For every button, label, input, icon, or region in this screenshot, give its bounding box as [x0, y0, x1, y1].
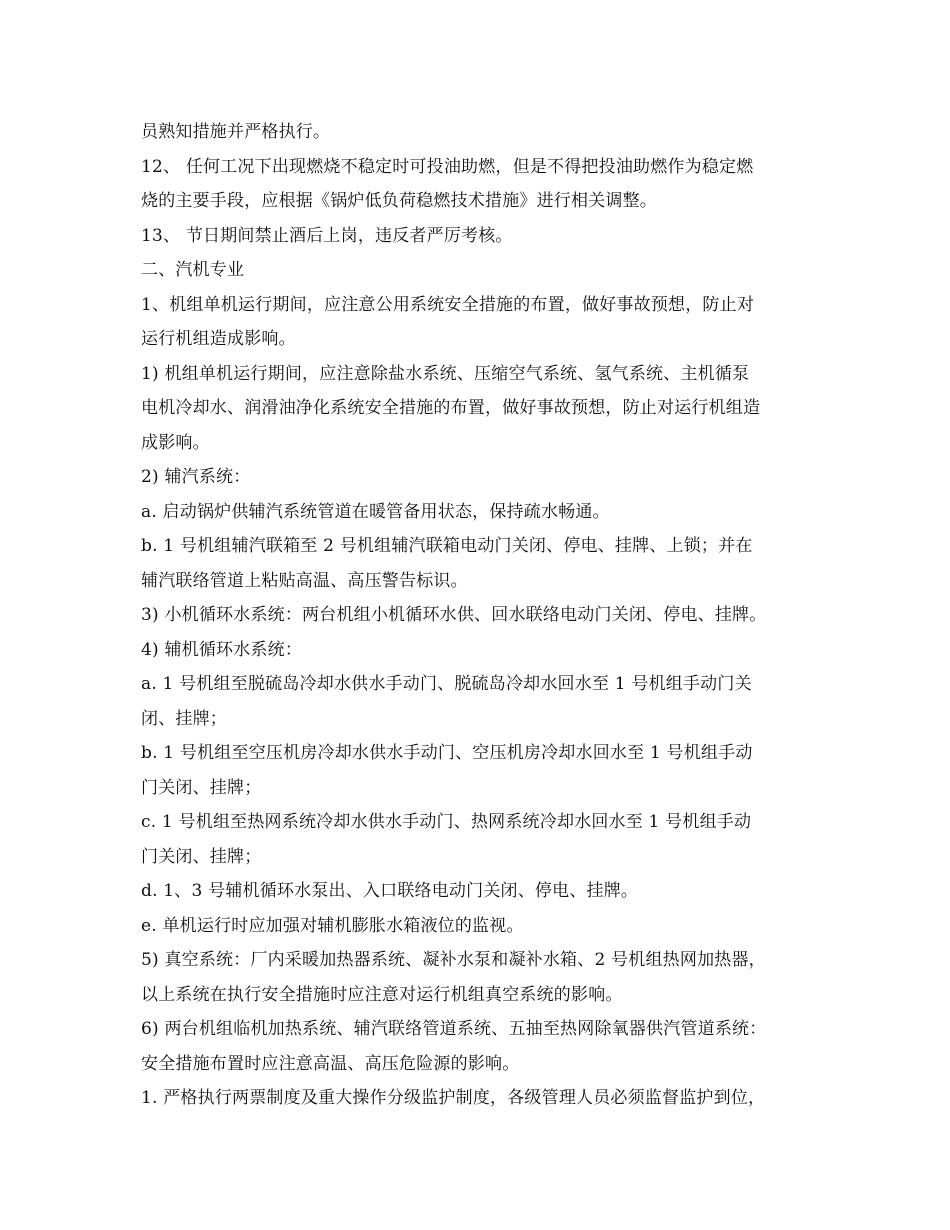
text-line: c. 1 号机组至热网系统冷却水供水手动门、热网系统冷却水回水至 1 号机组手动	[141, 812, 752, 832]
text-line: 12、 任何工况下出现燃烧不稳定时可投油助燃，但是不得把投油助燃作为稳定燃	[141, 156, 754, 177]
text-line: 门关闭、挂牌；	[141, 846, 262, 867]
text-line: b. 1 号机组辅汽联箱至 2 号机组辅汽联箱电动门关闭、停电、挂牌、上锁；并在	[141, 536, 753, 556]
text-line: 1. 严格执行两票制度及重大操作分级监护制度，各级管理人员必须监督监护到位，	[141, 1088, 766, 1108]
section-heading: 二、汽机专业	[141, 260, 245, 280]
text-line: b. 1 号机组至空压机房冷却水供水手动门、空压机房冷却水回水至 1 号机组手动	[141, 743, 753, 763]
text-line: 5) 真空系统：厂内采暖加热器系统、凝补水泵和凝补水箱、2 号机组热网加热器，	[141, 950, 766, 970]
text-line: 1、机组单机运行期间，应注意公用系统安全措施的布置，做好事故预想，防止对	[141, 294, 755, 315]
text-line: 闭、挂牌；	[141, 708, 227, 729]
text-line: 烧的主要手段，应根据《锅炉低负荷稳燃技术措施》进行相关调整。	[141, 191, 657, 211]
text-line: 13、 节日期间禁止酒后上岗，违反者严厉考核。	[141, 225, 513, 246]
text-line: 运行机组造成影响。	[141, 329, 296, 349]
text-line: e. 单机运行时应加强对辅机膨胀水箱液位的监视。	[141, 915, 524, 936]
text-line: 3) 小机循环水系统：两台机组小机循环水供、回水联络电动门关闭、停电、挂牌。	[141, 605, 767, 625]
text-line: 2) 辅汽系统：	[141, 467, 251, 487]
text-line: 4) 辅机循环水系统：	[141, 639, 303, 660]
text-line: 门关闭、挂牌；	[141, 777, 262, 798]
text-line: 安全措施布置时应注意高温、高压危险源的影响。	[141, 1053, 520, 1074]
text-line: 辅汽联络管道上粘贴高温、高压警告标识。	[141, 570, 468, 591]
text-line: a. 1 号机组至脱硫岛冷却水供水手动门、脱硫岛冷却水回水至 1 号机组手动门关	[141, 674, 752, 694]
document-body	[141, 115, 821, 1116]
text-line: a. 启动锅炉供辅汽系统管道在暖管备用状态，保持疏水畅通。	[141, 501, 610, 522]
text-line: 6) 两台机组临机加热系统、辅汽联络管道系统、五抽至热网除氧器供汽管道系统：	[141, 1019, 767, 1039]
text-line: 员熟知措施并严格执行。	[141, 122, 331, 142]
text-line: d. 1、3 号辅机循环水泵出、入口联络电动门关闭、停电、挂牌。	[141, 881, 639, 901]
text-line: 以上系统在执行安全措施时应注意对运行机组真空系统的影响。	[141, 984, 623, 1005]
text-line: 电机冷却水、润滑油净化系统安全措施的布置，做好事故预想，防止对运行机组造	[141, 398, 761, 418]
text-line: 成影响。	[141, 432, 210, 453]
text-line: 1) 机组单机运行期间，应注意除盐水系统、压缩空气系统、氢气系统、主机循泵	[141, 363, 750, 384]
